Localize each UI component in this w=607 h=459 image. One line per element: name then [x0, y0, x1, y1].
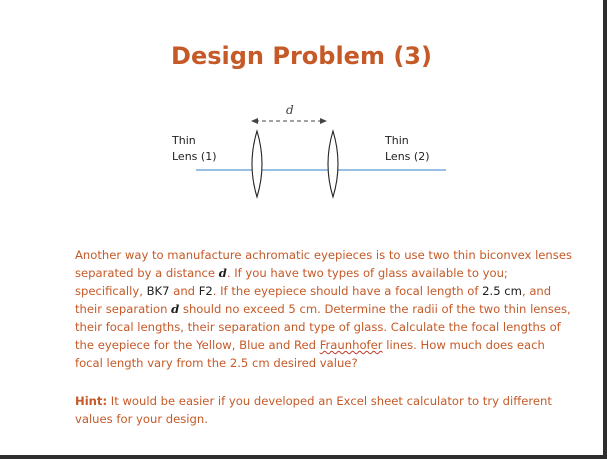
- slide-bottom-border: [0, 455, 607, 459]
- separation-label: d: [286, 103, 294, 117]
- lens-2-label-line2: Lens (2): [385, 150, 430, 163]
- glass-bk7: BK7: [146, 284, 170, 298]
- separation-arrow-right-head: [320, 118, 327, 124]
- slide-right-border: [603, 0, 607, 459]
- lens-2-label-line1: Thin: [385, 134, 409, 147]
- focal-length-value: 2.5 cm: [482, 284, 522, 298]
- hint-paragraph: [75, 392, 575, 428]
- paragraph-text-3: and: [169, 284, 199, 298]
- paragraph-text-2: . If you have two types of glass available to you; specifically,: [75, 266, 508, 298]
- lens-1-label-line2: Lens (1): [172, 150, 217, 163]
- lens-1-label: [172, 133, 216, 165]
- paragraph-text-4: . If the eyepiece should have a focal length of: [212, 284, 483, 298]
- fraunhofer-word: Fraunhofer: [319, 338, 383, 352]
- paragraph-text-5: , and their separation: [75, 284, 552, 316]
- lens-1-shape: [252, 131, 262, 197]
- problem-paragraph: [75, 246, 575, 372]
- hint-text: It would be easier if you developed an Excel sheet calculator to try different values for your design.: [75, 394, 552, 426]
- paragraph-text-7: lines. How much does each focal length vary from the 2.5 cm desired value?: [75, 338, 545, 370]
- lens-2-shape: [328, 131, 338, 197]
- variable-d-1: d: [218, 266, 227, 280]
- separation-arrow-left-head: [251, 118, 258, 124]
- paragraph-text-6: should no exceed 5 cm. Determine the radii of the two thin lenses, their focal lengths, their separation and type of glass. Calculate the focal lengths of the eyepiece for the Yellow, Blue and Red: [75, 302, 571, 352]
- lens-diagram: [0, 0, 603, 230]
- glass-f2: F2: [198, 284, 213, 298]
- slide-title: Design Problem (3): [171, 42, 432, 70]
- hint-label: Hint:: [75, 394, 108, 408]
- paragraph-text-1: Another way to manufacture achromatic eyepieces is to use two thin biconvex lenses separated by a distance: [75, 248, 572, 280]
- lens-2-label: [385, 133, 429, 165]
- lens-1-label-line1: Thin: [172, 134, 196, 147]
- variable-d-2: d: [171, 302, 180, 316]
